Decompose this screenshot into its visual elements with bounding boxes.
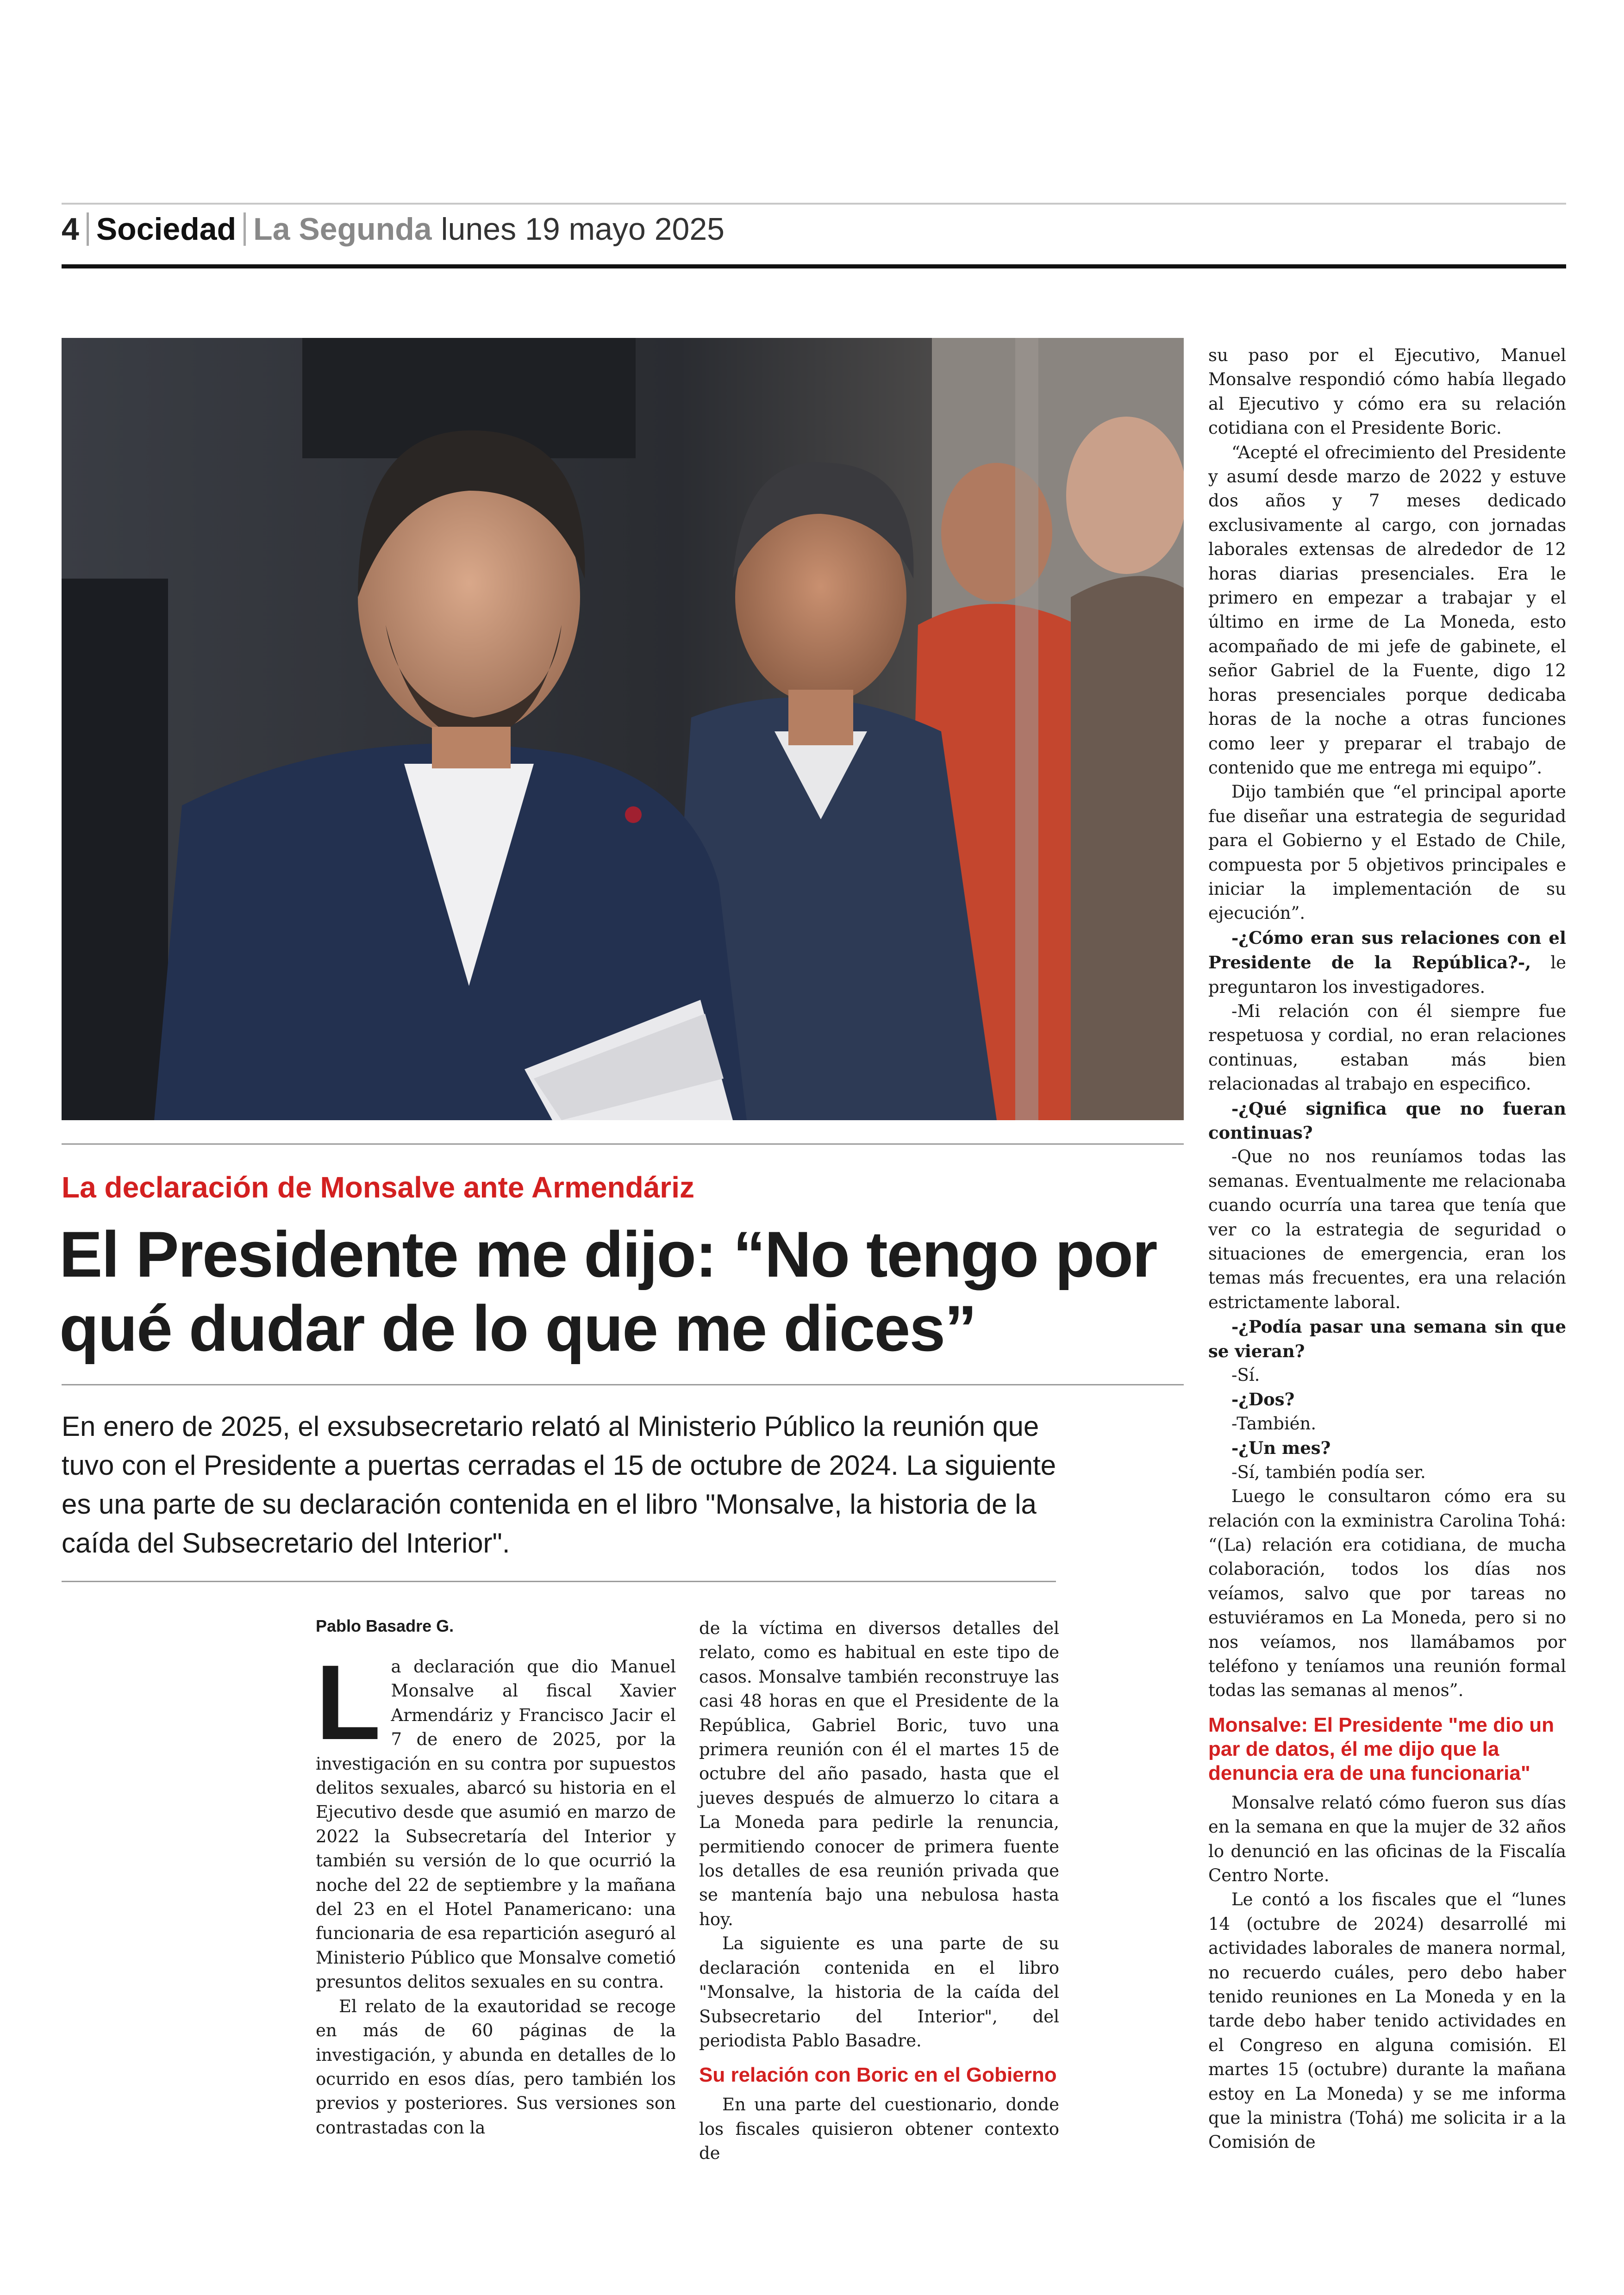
headline-bottom-rule	[62, 1384, 1184, 1385]
headline-top-rule	[62, 1143, 1184, 1145]
header-rule	[62, 264, 1566, 268]
header-divider	[244, 212, 246, 246]
top-rule	[62, 203, 1566, 205]
interview-answer: -Mi relación con él siempre fue respetuosa y cordial, no eran relaciones continuas, estaban más bien relacionadas al trabajo en especifico.	[1208, 1001, 1566, 1094]
interview-answer: -Sí.	[1231, 1365, 1260, 1385]
question-text: -¿Cómo eran sus relaciones con el Presidente de la República?-,	[1208, 927, 1566, 973]
paragraph: En una parte del cuestionario, donde los fiscales quisieron obtener contexto de	[699, 2095, 1059, 2164]
newspaper-name: La Segunda	[253, 212, 432, 247]
article-kicker: La declaración de Monsalve ante Armendáriz	[62, 1171, 694, 1204]
section-name: Sociedad	[96, 212, 237, 247]
page-header	[62, 208, 725, 250]
interview-question: -¿Dos?	[1231, 1389, 1295, 1410]
paragraph: “Acepté el ofrecimiento del Presidente y asumí desde marzo de 2022 y estuve dos años y 7 meses dedicado exclusivamente al cargo, con jornadas laborales extensas de alrededor de 12 horas diarias presenciales. Era le primero en empezar a trabajar y el último en irme de La Moneda, esto acompañado de mi jefe de gabinete, el señor Gabriel de la Fuente, digo 12 horas presenciales porque dedicaba horas de la noche a otras funciones como leer y preparar el trabajo de contenido que me entrega mi equipo”.	[1208, 442, 1566, 778]
interview-answer: -Sí, también podía ser.	[1231, 1462, 1426, 1482]
paragraph: Monsalve relató cómo fueron sus días en la semana en que la mujer de 32 años lo denunció en las oficinas de la Fiscalía Centro Norte.	[1208, 1792, 1566, 1885]
article-column-3	[1208, 343, 1566, 2155]
article-lead: En enero de 2025, el exsubsecretario relató al Ministerio Público la reunión que tuvo con el Presidente a puertas cerradas el 15 de octubre de 2024. La siguiente es una parte de su declaración contenida en el libro "Monsalve, la historia de la caída del Subsecretario del Interior".	[62, 1411, 1056, 1559]
paragraph	[316, 1643, 676, 1995]
interview-answer: -También.	[1231, 1413, 1317, 1434]
paragraph-text: a declaración que dio Manuel Monsalve al fiscal Xavier Armendáriz y Francisco Jacir el 7 de enero de 2025, por la investigación en su contra por supuestos delitos sexuales, abarcó su historia en el Ejecutivo desde que asumió en marzo de 2022 la Subsecretaría del Interior y también su versión de lo que ocurrió la noche del 22 de septiembre y la mañana del 23 en el Hotel Panamericano: una funcionaria de esa repartición aseguró al Ministerio Público que Monsalve cometió presuntos delitos sexuales en su contra.	[316, 1657, 676, 1992]
paragraph: su paso por el Ejecutivo, Manuel Monsalve respondió cómo había llegado al Ejecutivo y cómo era su relación cotidiana con el Presidente Boric.	[1208, 345, 1566, 438]
byline: Pablo Basadre G.	[316, 1616, 454, 1635]
paragraph: Dijo también que “el principal aporte fue diseñar una estrategia de seguridad para el Gobierno y el Estado de Chile, compuesta por 5 objetivos principales e iniciar la implementación de su ejecución”.	[1208, 782, 1566, 923]
article-photo	[62, 338, 1184, 1120]
subheading: Su relación con Boric en el Gobierno	[699, 2064, 1057, 2087]
interview-question: -¿Podía pasar una semana sin que se vieran?	[1208, 1316, 1566, 1361]
paragraph: Luego le consultaron cómo era su relación con la exministra Carolina Tohá: “(La) relación era cotidiana, de mucha colaboración, todos los días nos veíamos, salvo que por tareas no estuviéramos en La Moneda, pero si no nos veíamos, nos llamábamos por teléfono y teníamos una reunión formal todas las semanas al menos”.	[1208, 1486, 1566, 1701]
article-column-1	[316, 1643, 676, 2140]
header-divider	[87, 212, 89, 246]
drop-cap: L	[316, 1643, 381, 1762]
paragraph: de la víctima en diversos detalles del relato, como es habitual en este tipo de casos. Monsalve también reconstruye las casi 48 horas en que el Presidente de la República, Gabriel Boric, tuvo una primera reunión con él el martes 15 de octubre del año pasado, hasta que el jueves después de almuerzo lo citara a La Moneda para pedirle la renuncia, permitiendo conocer de primera fuente los detalles de esa reunión privada que se mantenía bajo una nebulosa hasta hoy.	[699, 1618, 1059, 1929]
interview-question	[1208, 926, 1566, 999]
interview-question: -¿Un mes?	[1231, 1438, 1331, 1459]
question-tail: le preguntaron los investigadores.	[1208, 953, 1566, 997]
article-column-2	[699, 1616, 1059, 2166]
interview-answer: -Que no nos reuníamos todas las semanas. Eventualmente me relacionaba cuando ocurría una tarea que tenía que ver co la estrategia de seguridad o situaciones de emergencia, eran los temas más frecuentes, era una relación estrictamente laboral.	[1208, 1147, 1566, 1312]
issue-date: lunes 19 mayo 2025	[441, 212, 725, 247]
paragraph: El relato de la exautoridad se recoge en más de 60 páginas de la investigación, y abunda en detalles de lo ocurrido en esos días, pero también los previos y posteriores. Sus versiones son contrastadas con la	[316, 1996, 676, 2138]
page-number: 4	[62, 212, 79, 247]
interview-question: -¿Qué significa que no fueran continuas?	[1208, 1098, 1566, 1143]
paragraph: Le contó a los fiscales que el “lunes 14 (octubre de 2024) desarrollé mi actividades laborales de manera normal, no recuerdo cuáles, pero debo haber tenido reuniones en La Moneda y en la tarde debo haber tenido actividades en el Congreso en alguna comisión. El martes 15 (octubre) durante la mañana estoy en La Moneda) y se me informa que la ministra (Tohá) me solicita ir a la Comisión de	[1208, 1890, 1566, 2152]
paragraph: La siguiente es una parte de su declaración contenida en el libro "Monsalve, la historia de la caída del Subsecretario del Interior", del periodista Pablo Basadre.	[699, 1933, 1059, 2051]
lead-rule	[62, 1581, 1056, 1582]
article-headline: El Presidente me dijo: “No tengo por qué dudar de lo que me dices”	[59, 1218, 1157, 1365]
subheading: Monsalve: El Presidente "me dio un par de datos, él me dijo que la denuncia era de una funcionaria"	[1208, 1713, 1555, 1784]
